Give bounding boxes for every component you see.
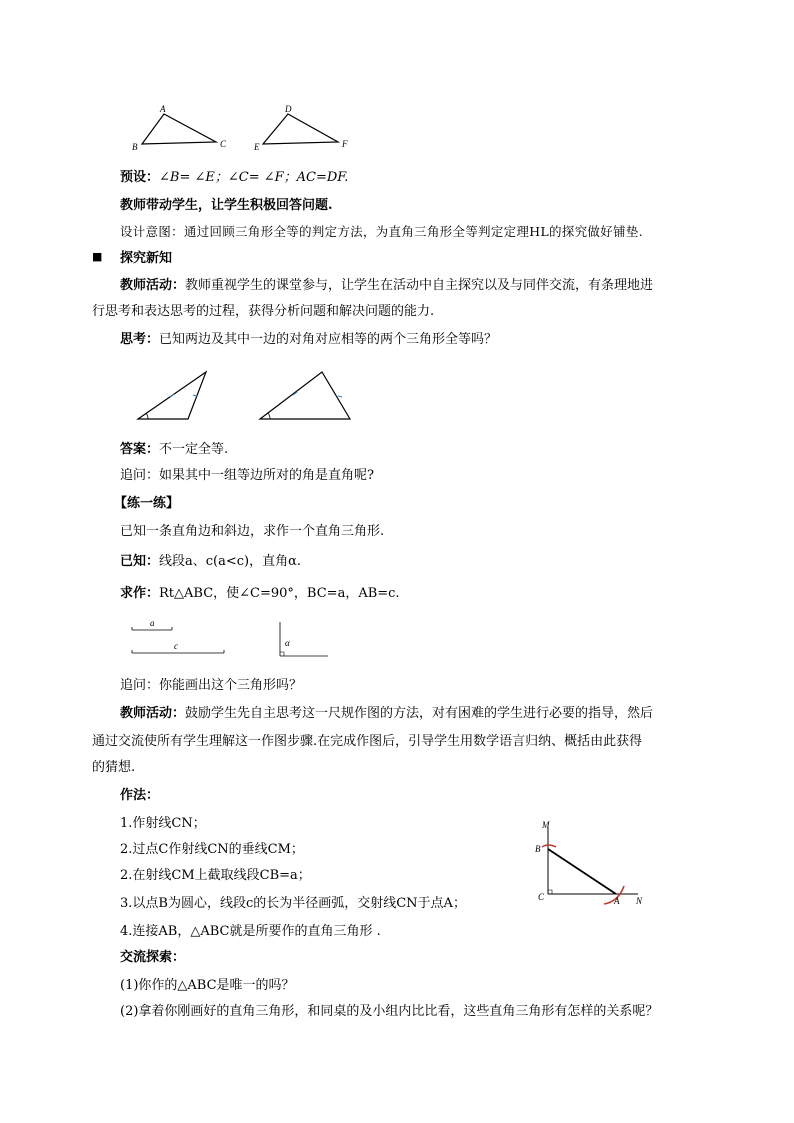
think-text: 已知两边及其中一边的对角对应相等的两个三角形全等吗？ [159,332,498,347]
triangle-large [260,372,350,419]
figure-triangles-abc-def [120,100,380,160]
label-c-construct: C [538,892,545,902]
step-2: 2.过点C作射线CN的垂线CM； [120,842,304,857]
label-a-construct: A [614,896,620,906]
label-n: N [636,896,643,906]
think-label: 思考： [120,332,160,347]
triangle-def [263,114,338,144]
question-2: (2)拿着你刚画好的直角三角形，和同桌的及小组内比比看，这些直角三角形有怎样的关系呢？ [120,1004,659,1019]
teacher-activity-2-cont1: 通过交流使所有学生理解这一作图步骤.在完成作图后，引导学生用数学语言归纳、概括由此获得 [92,734,643,749]
followup-1: 追问：如果其中一组等边所对的角是直角呢? [120,468,374,483]
teacher-lead: 教师带动学生，让学生积极回答问题. [120,198,333,213]
label-c: C [220,139,227,149]
step-1: 1.作射线CN； [120,816,206,831]
design-intent: 设计意图：通过回顾三角形全等的判定方法，为直角三角形全等判定定理HL的探究做好铺垫. [120,224,644,239]
triangle-abc [142,114,216,144]
figure-construction [530,818,660,913]
teacher-activity-2-label: 教师活动： [120,706,186,721]
construct-label: 求作： [120,586,160,601]
right-angle-mark [280,652,284,656]
teacher-activity-1-text1: 教师重视学生的课堂参与，让学生在活动中自主探究以及与同伴交流，有条理地进 [185,278,654,293]
think-line [120,330,497,350]
answer-text: 不一定全等. [159,442,229,457]
step-4: 3.以点B为圆心，线段c的长为半径画弧，交射线CN于点A； [120,896,466,911]
answer-line [120,440,228,460]
segment-a-label: a [150,618,155,628]
bullet-square: ■ [92,250,103,263]
figure-given-segments [128,618,338,668]
arc-b [542,845,556,847]
segment-ab [548,849,616,894]
answer-label: 答案： [120,442,160,457]
teacher-activity-2-text1: 鼓励学生先自主思考这一尺规作图的方法，对有困难的学生进行必要的指导，然后 [185,706,654,721]
practice-text: 已知一条直角边和斜边，求作一个直角三角形. [120,524,385,539]
given-label: 已知： [120,554,160,569]
label-a: A [160,104,166,114]
right-angle-mark-c [548,890,552,894]
teacher-activity-1 [120,276,653,296]
question-1: (1)你作的△ABC是唯一的吗？ [120,978,295,993]
teacher-activity-1-cont: 行思考和表达思考的过程，获得分析问题和解决问题的能力. [92,304,435,319]
given-text: 线段a、c(a<c)，直角α. [159,554,302,569]
teacher-activity-2 [120,704,653,724]
segment-c-label: c [174,641,178,651]
teacher-activity-1-label: 教师活动： [120,278,186,293]
discuss-label: 交流探索： [120,950,186,965]
preset-line [120,168,348,188]
angle-arc-large [268,413,270,419]
figure-ssa-triangles [130,366,370,426]
label-d: D [285,104,292,114]
practice-heading: 【练一练】 [114,496,180,511]
given-line [120,552,301,572]
angle-arc-small [146,413,148,419]
method-label: 作法： [120,788,160,803]
construct-line [120,584,400,604]
angle-alpha-label: α [285,638,290,648]
tick-small-1 [170,394,174,397]
label-b-construct: B [535,844,541,854]
label-e: E [254,142,260,152]
tick-small-2 [193,395,197,396]
step-3: 2.在射线CM上截取线段CB=a； [120,868,311,883]
label-f: F [342,139,348,149]
followup-2: 追问：你能画出这个三角形吗？ [120,678,303,693]
preset-label: 预设： [120,170,160,185]
preset-text: ∠B= ∠E；∠C= ∠F；AC=DF. [159,170,349,185]
step-5: 4.连接AB，△ABC就是所要作的直角三角形 . [120,924,381,939]
construct-text: Rt△ABC，使∠C=90°，BC=a，AB=c. [159,586,400,601]
tick-large-2 [338,396,342,397]
label-b: B [132,142,138,152]
section-heading: 探究新知 [120,251,173,266]
teacher-activity-2-cont2: 的猜想. [92,760,136,775]
label-m: M [542,820,550,830]
